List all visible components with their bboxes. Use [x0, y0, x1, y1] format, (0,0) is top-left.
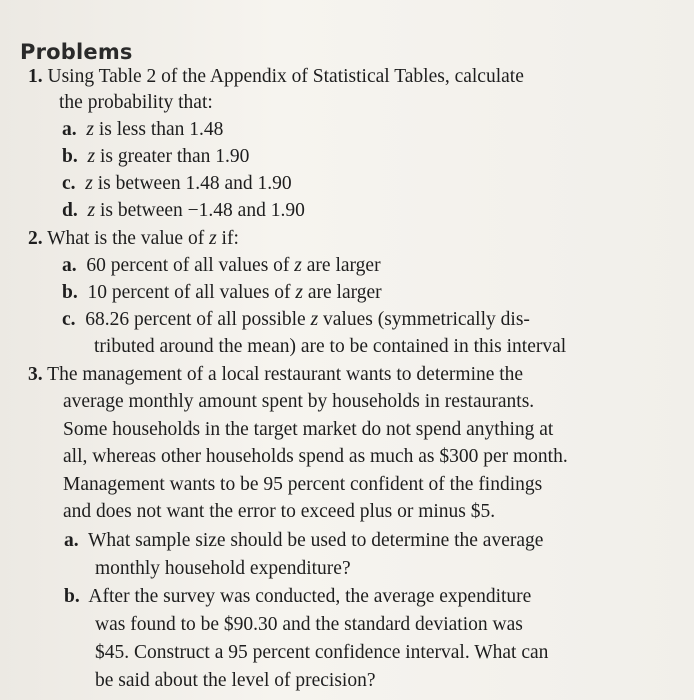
problem-1a: a. z is less than 1.48 [62, 119, 224, 140]
problem-1-line-1 [28, 64, 524, 90]
problem-1-stem-2: the probability that: [59, 92, 213, 113]
problem-number: 1. [28, 66, 43, 87]
problem-3b-cont-2: $45. Construct a 95 percent confidence interval. What can [95, 642, 549, 663]
problem-1d: d. z is between −1.48 and 1.90 [62, 200, 305, 221]
problem-2-line-1: 2. What is the value of z if: [28, 228, 239, 249]
problem-2b: b. 10 percent of all values of z are larger [62, 282, 382, 303]
problem-3b-cont-3: be said about the level of precision? [95, 670, 376, 691]
problem-2a: a. 60 percent of all values of z are larger [62, 255, 381, 276]
problem-3-line-6: and does not want the error to exceed plus or minus $5. [63, 501, 496, 522]
problem-3-line-2: average monthly amount spent by households in restaurants. [63, 391, 535, 412]
problem-3-line-3: Some households in the target market do not spend anything at [63, 419, 554, 440]
problem-3b: b. After the survey was conducted, the average expenditure [64, 586, 532, 607]
problem-3a: a. What sample size should be used to determine the average [64, 530, 544, 551]
problem-3a-cont: monthly household expenditure? [95, 558, 351, 579]
section-heading: Problems [20, 40, 133, 64]
problem-3-line-4: all, whereas other households spend as much as $300 per month. [63, 446, 568, 467]
problem-1-line-2 [59, 90, 213, 116]
problem-3-line-1: 3. The management of a local restaurant wants to determine the [28, 364, 524, 385]
problem-1-stem-1: Using Table 2 of the Appendix of Statistical Tables, calculate [47, 66, 524, 87]
problem-2c-cont: tributed around the mean) are to be contained in this interval [94, 336, 567, 357]
problem-3-line-5: Management wants to be 95 percent confident of the findings [63, 474, 543, 495]
problem-1b: b. z is greater than 1.90 [62, 146, 250, 167]
problem-2c: c. 68.26 percent of all possible z values (symmetrically dis- [62, 309, 530, 330]
problem-3b-cont-1: was found to be $90.30 and the standard deviation was [95, 614, 523, 635]
problem-1c: c. z is between 1.48 and 1.90 [62, 173, 292, 194]
